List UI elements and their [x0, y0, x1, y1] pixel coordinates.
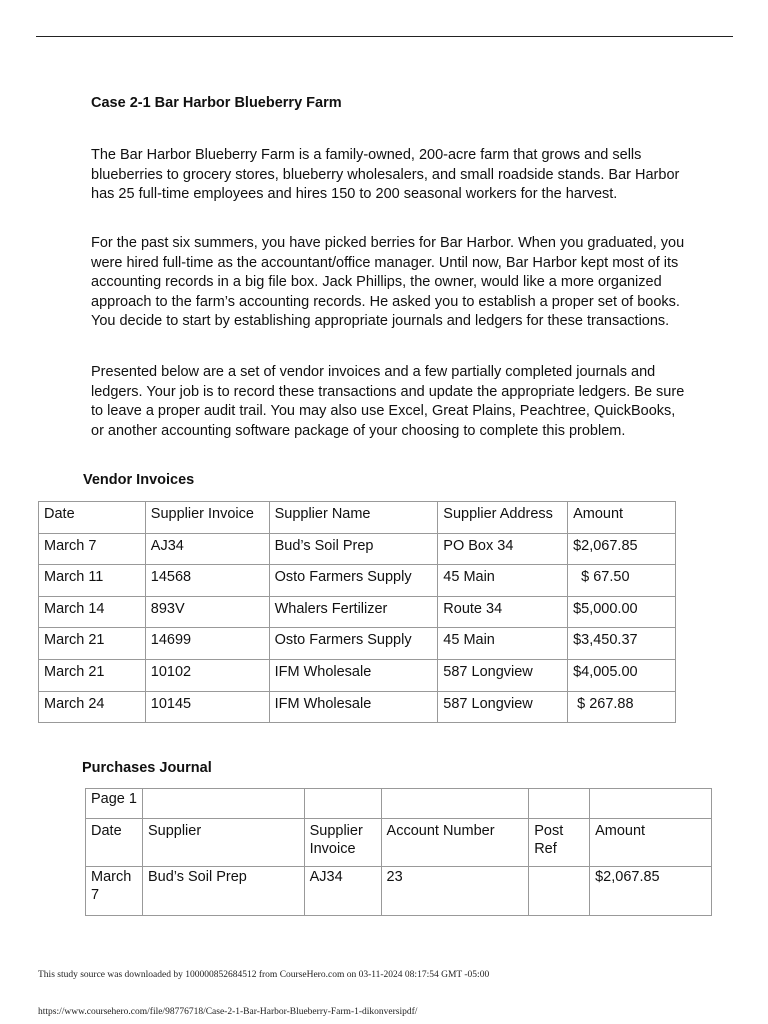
purchases-journal-heading: Purchases Journal: [82, 760, 212, 776]
amount-cell: $ 267.88: [568, 691, 676, 723]
header-cell: Amount: [590, 819, 712, 867]
page-row: [86, 789, 712, 819]
address-cell: 45 Main: [438, 628, 568, 660]
invoice-cell: 893V: [145, 596, 269, 628]
header-cell: Post Ref: [529, 819, 590, 867]
amount-cell: $3,450.37: [568, 628, 676, 660]
table-row: [39, 628, 676, 660]
empty-cell: [381, 789, 529, 819]
supplier-cell: Bud’s Soil Prep: [269, 533, 438, 565]
vendor-invoices-heading: Vendor Invoices: [83, 472, 195, 488]
header-cell: Account Number: [381, 819, 529, 867]
invoice-cell: 10102: [145, 659, 269, 691]
invoice-cell: AJ34: [145, 533, 269, 565]
invoice-cell: 14699: [145, 628, 269, 660]
intro-paragraph: The Bar Harbor Blueberry Farm is a family-owned, 200-acre farm that grows and sells blueberries to grocery stores, blueberry wholesalers, and small roadside stands. Bar Harbor has 25 full-time employees and hires 150 to 200 seasonal workers for the harvest.: [91, 147, 680, 202]
supplier-cell: Osto Farmers Supply: [269, 628, 438, 660]
address-cell: PO Box 34: [438, 533, 568, 565]
amount-cell: $ 67.50: [568, 565, 676, 597]
date-cell: March 11: [39, 565, 146, 597]
background-paragraph: For the past six summers, you have picked berries for Bar Harbor. When you graduated, you were hired full-time as the accountant/office manager. Until now, Bar Harbor kept most of its accounting records in a big file box. Jack Phillips, the owner, would like a more organized approach to the farm’s accounting records. He asked you to establish a proper set of books. You decide to start by establishing appropriate journals and ledgers for these transactions.: [91, 235, 685, 329]
table-row: [39, 691, 676, 723]
date-cell: March 21: [39, 628, 146, 660]
post-ref-cell: [529, 867, 590, 916]
header-cell: Supplier Invoice: [304, 819, 381, 867]
table-header-row: [39, 502, 676, 534]
empty-cell: [304, 789, 381, 819]
purchases-journal-table: [85, 788, 712, 916]
invoice-cell: 10145: [145, 691, 269, 723]
date-cell: March 24: [39, 691, 146, 723]
source-url: https://www.coursehero.com/file/98776718/Case-2-1-Bar-Harbor-Blueberry-Farm-1-dikonversipdf/: [38, 1007, 418, 1017]
date-cell: March 21: [39, 659, 146, 691]
amount-cell: $2,067.85: [568, 533, 676, 565]
address-cell: 587 Longview: [438, 659, 568, 691]
header-cell: Supplier Name: [269, 502, 438, 534]
empty-cell: [590, 789, 712, 819]
amount-cell: $2,067.85: [590, 867, 712, 916]
supplier-cell: Osto Farmers Supply: [269, 565, 438, 597]
download-notice: This study source was downloaded by 100000852684512 from CourseHero.com on 03-11-2024 08:17:54 GMT -05:00: [38, 970, 490, 980]
address-cell: 45 Main: [438, 565, 568, 597]
header-cell: Amount: [568, 502, 676, 534]
header-cell: Date: [39, 502, 146, 534]
table-row: [39, 565, 676, 597]
header-rule: [36, 36, 733, 37]
table-row: [39, 596, 676, 628]
invoice-cell: 14568: [145, 565, 269, 597]
supplier-cell: IFM Wholesale: [269, 659, 438, 691]
header-cell: Supplier Invoice: [145, 502, 269, 534]
table-header-row: [86, 819, 712, 867]
amount-cell: $5,000.00: [568, 596, 676, 628]
header-cell: Supplier: [142, 819, 304, 867]
date-cell: March 14: [39, 596, 146, 628]
account-number-cell: 23: [381, 867, 529, 916]
amount-cell: $4,005.00: [568, 659, 676, 691]
date-cell: March 7: [39, 533, 146, 565]
invoice-cell: AJ34: [304, 867, 381, 916]
page-label: Page 1: [86, 789, 143, 819]
address-cell: Route 34: [438, 596, 568, 628]
supplier-cell: IFM Wholesale: [269, 691, 438, 723]
header-cell: Date: [86, 819, 143, 867]
table-row: [39, 533, 676, 565]
empty-cell: [142, 789, 304, 819]
vendor-invoices-table: [38, 501, 676, 723]
date-cell: March 7: [86, 867, 143, 916]
supplier-cell: Whalers Fertilizer: [269, 596, 438, 628]
table-row: [39, 659, 676, 691]
case-title: Case 2-1 Bar Harbor Blueberry Farm: [91, 95, 342, 111]
empty-cell: [529, 789, 590, 819]
supplier-cell: Bud’s Soil Prep: [142, 867, 304, 916]
table-row: [86, 867, 712, 916]
instructions-paragraph: Presented below are a set of vendor invoices and a few partially completed journals and ledgers. Your job is to record these transactions and update the appropriate ledgers. Be sure to leave a proper audit trail. You may also use Excel, Great Plains, Peachtree, QuickBooks, or another accounting software package of your choosing to complete this problem.: [91, 364, 685, 439]
header-cell: Supplier Address: [438, 502, 568, 534]
address-cell: 587 Longview: [438, 691, 568, 723]
